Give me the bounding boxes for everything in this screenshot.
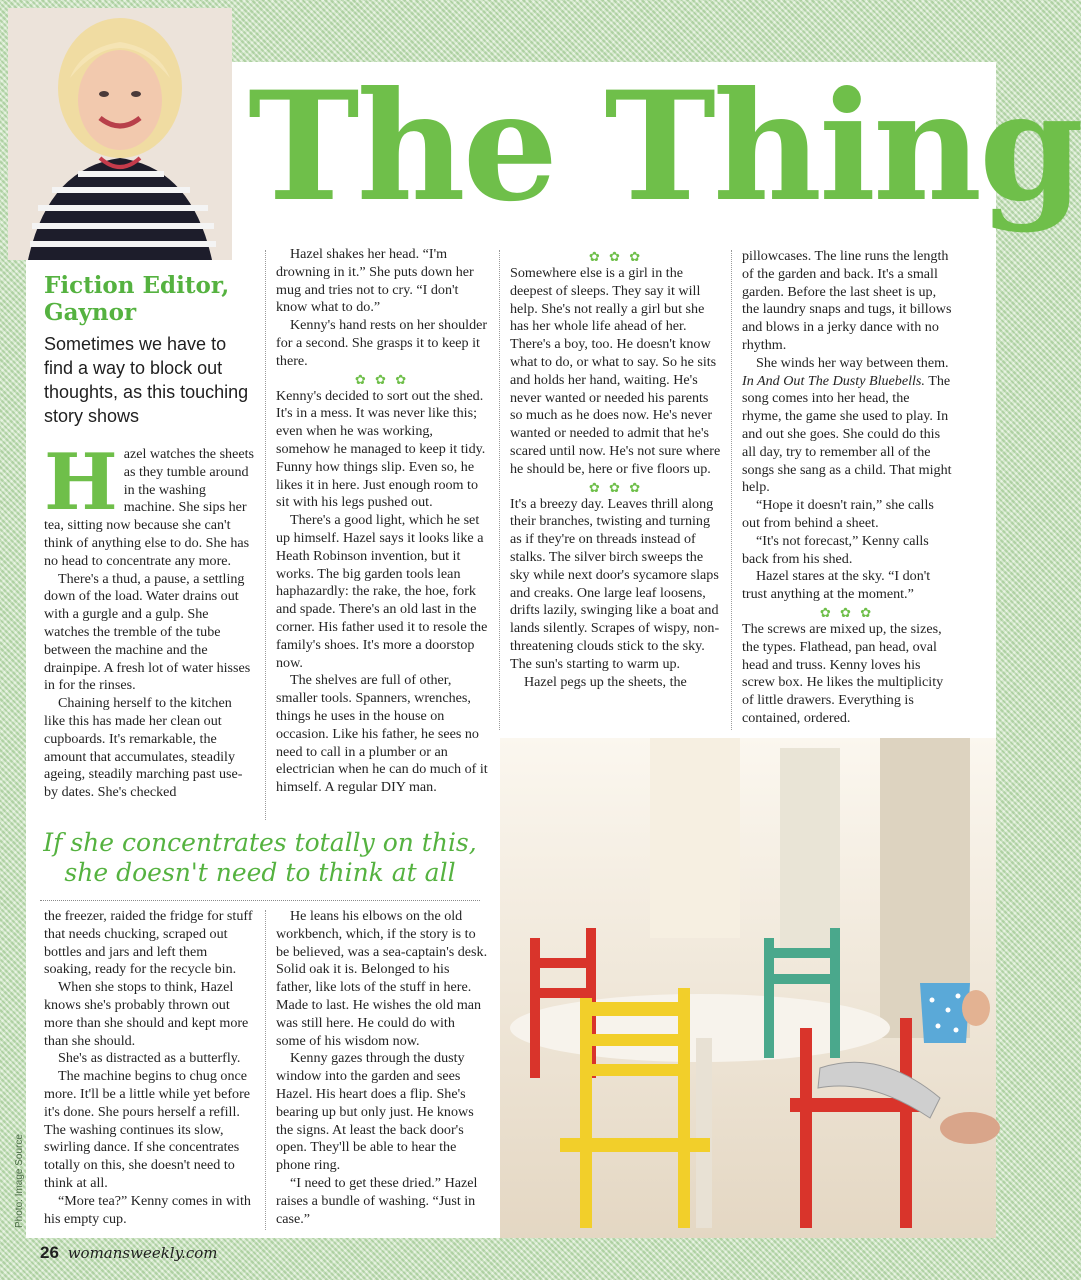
column-1-top	[44, 437, 255, 802]
paragraph: the freezer, raided the fridge for stuff that needs chucking, scraped out bottles and jars and left them soaking, ready for the recycle bin.	[44, 908, 253, 978]
pull-quote-line1: If she concentrates totally on this,	[43, 828, 477, 857]
column-rule	[499, 250, 500, 730]
editor-title-line2: Gaynor	[44, 299, 137, 326]
paragraph: pillowcases. The line runs the length of the garden and back. It's a small garden. Before the last sheet is up, the laundry snaps and tugs, it billows and blows in a jerky dance with no rhythm.	[742, 248, 952, 353]
paragraph: Kenny's hand rests on her shoulder for a second. She grasps it to keep it there.	[276, 317, 488, 369]
paragraph: Somewhere else is a girl in the deepest of sleeps. They say it will help. She's not really a girl but she has her whole life ahead of her. There's a boy, too. He doesn't know what to do, or what to say. So he sits and holds her hand, waiting. He's never wanted or needed his parents so much as he does now. He's never wanted or needed to admit that he's scared until now. He's not sure where he should be, here or five floors up.	[510, 265, 721, 477]
paragraph: The machine begins to chug once more. It'll be a little while yet before it's done. She pours herself a refill. The washing continues its slow, swirling dance. If she concentrates totally on this, she doesn't need to think at all.	[44, 1068, 251, 1191]
standfirst: Sometimes we have to find a way to block out thoughts, as this touching story shows	[44, 334, 249, 426]
paragraph: “More tea?” Kenny comes in with his empty cup.	[44, 1192, 251, 1227]
pull-quote-line2: she doesn't need to think at all	[64, 858, 456, 887]
site-url: womansweekly.com	[67, 1244, 218, 1262]
paragraph: She's as distracted as a butterfly.	[58, 1050, 241, 1067]
paragraph: Hazel pegs up the sheets, the	[524, 673, 687, 690]
editor-intro	[44, 272, 252, 428]
paragraph: She winds her way between them. In And Out The Dusty Bluebells. The song comes into her head, the rhyme, the game she used to play. In and out she goes. She could do this all day, try to remember all of the songs she sang as a child. That might help.	[742, 354, 952, 496]
paragraph: “Hope it doesn't rain,” she calls out from behind a sheet.	[742, 497, 934, 531]
paragraph: Chaining herself to the kitchen like this has made her clean out cupboards. It's remarkable, the amount that accumulates, steadily ageing, steadily marching past use-by dates. She's checked	[44, 695, 243, 801]
paragraph: Hazel watches the sheets as they tumble around in the washing machine. She sips her tea, sitting now because she can't think of anything else to do. She has no head to concentrate any more.	[44, 437, 255, 569]
paragraph: Kenny's decided to sort out the shed. It's in a mess. It was never like this; even when he was working, somehow he managed to keep it tidy. Funny how things slip. Even so, he likes it in here. Just enough room to sit with his legs pushed out.	[276, 387, 486, 511]
column-rule	[265, 910, 266, 1230]
column-rule	[265, 250, 266, 820]
column-2-bottom	[276, 908, 488, 1228]
paragraph: “It's not forecast,” Kenny calls back from his shed.	[742, 532, 929, 567]
paragraph: There's a good light, which he set up himself. Hazel says it looks like a Heath Robinson invention, but it works. The big garden tools lean haphazardly: the rake, the hoe, fork and spade. There's an old last in the corner. His father used it to resole the family's shoes. It's more a doorstop now.	[276, 512, 488, 671]
paragraph: Hazel shakes her head. “I'm drowning in it.” She puts down her mug and tries not to cry. “I don't know what to do.”	[276, 246, 474, 316]
column-rule	[731, 250, 732, 730]
column-2-top	[276, 246, 488, 797]
paragraph: It's a breezy day. Leaves thrill along their branches, twisting and turning as if they're on threads instead of stalks. The silver birch sweeps the sky while next door's sycamore slaps and creaks. One large leaf loosens, drifts lazily, swinging like a boat and lands silently. Scrapes of wispy, non-threatening clouds stick to the sky. The sun's starting to warm up.	[510, 495, 720, 672]
flower-divider: ✿ ✿ ✿	[819, 604, 875, 620]
story-title: The Thing	[248, 59, 1081, 235]
column-4-top	[742, 248, 952, 728]
kitchen-chairs-photo	[500, 738, 996, 1238]
paragraph: He leans his elbows on the old workbench, which, if the story is to be believed, was a sea-captain's desk. Solid oak it is. Belonged to his father, like lots of the stuff in here. Made to last. He wishes the old man was still here. He could do with some of his wisdom now.	[276, 908, 488, 1049]
column-3-top	[510, 248, 722, 691]
paragraph: The shelves are full of other, smaller tools. Spanners, wrenches, things he uses in the house on occasion. Like his father, he sees no need to call in a plumber or an electrician when he can do much of it himself. A regular DIY man.	[276, 672, 488, 796]
photo-credit: Photo: Image Source	[14, 1134, 25, 1228]
song-title: In And Out The Dusty Bluebells.	[742, 372, 925, 389]
paragraph: When she stops to think, Hazel knows she's probably thrown out more than she should and kept more than she should.	[44, 979, 249, 1049]
paragraph: There's a thud, a pause, a settling down of the load. Water drains out with a gurgle and a gulp. She watches the tremble of the tube between the machine and the drainpipe. A fresh lot of water hisses in for the rinses.	[44, 570, 251, 694]
editor-title-line1: Fiction Editor,	[44, 272, 230, 299]
drop-cap: H	[44, 437, 118, 528]
paragraph: Hazel stares at the sky. “I don't trust anything at the moment.”	[742, 568, 931, 603]
column-1-bottom	[44, 908, 256, 1228]
page-number: 26	[40, 1243, 59, 1262]
flower-divider: ✿ ✿ ✿	[588, 249, 644, 264]
flower-divider: ✿ ✿ ✿	[588, 479, 644, 495]
flower-divider: ✿ ✿ ✿	[354, 371, 410, 387]
paragraph: “I need to get these dried.” Hazel raises a bundle of washing. “Just in case.”	[276, 1174, 478, 1227]
page-footer	[40, 1243, 217, 1263]
editor-heading	[44, 272, 252, 326]
paragraph: The screws are mixed up, the sizes, the types. Flathead, pan head, oval head and truss. Kenny loves his screw box. He likes the multiplicity of little drawers. Everything is contained, ordered.	[742, 620, 944, 726]
author-portrait	[8, 8, 232, 260]
pull-quote-rule	[40, 900, 480, 901]
paragraph: Kenny gazes through the dusty window into the garden and sees Hazel. His heart does a flip. She's bearing up but only just. He knows the signs. At least the back door's open. They'll be able to hear the phone ring.	[276, 1050, 474, 1174]
pull-quote	[40, 828, 480, 888]
